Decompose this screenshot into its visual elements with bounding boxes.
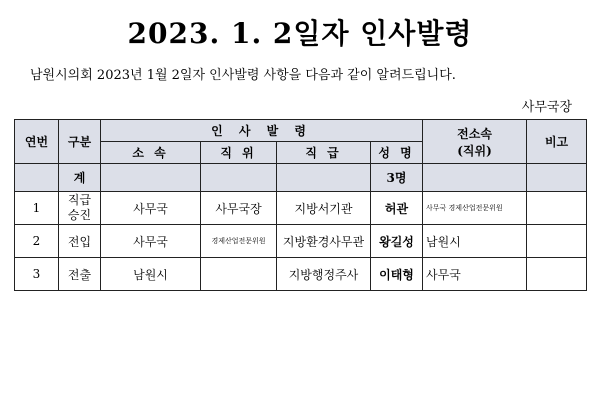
table-row (15, 258, 587, 291)
row-remarks (527, 258, 587, 291)
row-position (201, 258, 277, 291)
row-remarks (527, 192, 587, 225)
header-previous (423, 120, 527, 164)
total-no-cell (15, 164, 59, 192)
total-row (15, 164, 587, 192)
total-label: 계 (59, 164, 101, 192)
row-category: 전입 (59, 225, 101, 258)
row-rank: 지방환경사무관 (277, 225, 371, 258)
row-position: 사무국장 (201, 192, 277, 225)
row-previous: 사무국 (423, 258, 527, 291)
row-category-line2: 승진 (67, 208, 92, 222)
row-category (59, 192, 101, 225)
row-previous: 남원시 (423, 225, 527, 258)
row-remarks (527, 225, 587, 258)
department-label: 사무국장 (521, 100, 572, 115)
header-rank: 직 급 (277, 142, 371, 164)
row-rank: 지방행정주사 (277, 258, 371, 291)
appointment-table (14, 119, 587, 291)
header-previous-line2: (직위) (457, 143, 492, 158)
header-appointment: 인 사 발 령 (101, 120, 423, 142)
intro-text: 남원시의회 2023년 1월 2일자 인사발령 사항을 다음과 같이 알려드립니다. (30, 68, 456, 83)
row-name: 이태형 (371, 258, 423, 291)
header-category: 구분 (59, 120, 101, 164)
page-title: 2023. 1. 2일자 인사발령 (127, 17, 473, 50)
table-row (15, 225, 587, 258)
total-affiliation-cell (101, 164, 201, 192)
total-previous-cell (423, 164, 527, 192)
row-previous: 사무국 경제산업전문위원 (423, 192, 527, 225)
total-count: 3명 (371, 164, 423, 192)
row-rank: 지방서기관 (277, 192, 371, 225)
header-row-top (15, 120, 587, 142)
row-name: 왕길성 (371, 225, 423, 258)
header-position: 직 위 (201, 142, 277, 164)
row-affiliation: 사무국 (101, 192, 201, 225)
row-no: 3 (15, 258, 59, 291)
row-affiliation: 사무국 (101, 225, 201, 258)
header-remarks: 비고 (527, 120, 587, 164)
total-position-cell (201, 164, 277, 192)
header-previous-line1: 전소속 (457, 126, 492, 141)
total-remarks-cell (527, 164, 587, 192)
row-name: 허관 (371, 192, 423, 225)
table-row (15, 192, 587, 225)
header-affiliation: 소 속 (101, 142, 201, 164)
row-category: 전출 (59, 258, 101, 291)
row-affiliation: 남원시 (101, 258, 201, 291)
header-no: 연번 (15, 120, 59, 164)
total-rank-cell (277, 164, 371, 192)
row-position: 경제산업전문위원 (201, 225, 277, 258)
row-category-line1: 직급 (67, 193, 92, 207)
row-no: 2 (15, 225, 59, 258)
header-name: 성 명 (371, 142, 423, 164)
row-no: 1 (15, 192, 59, 225)
